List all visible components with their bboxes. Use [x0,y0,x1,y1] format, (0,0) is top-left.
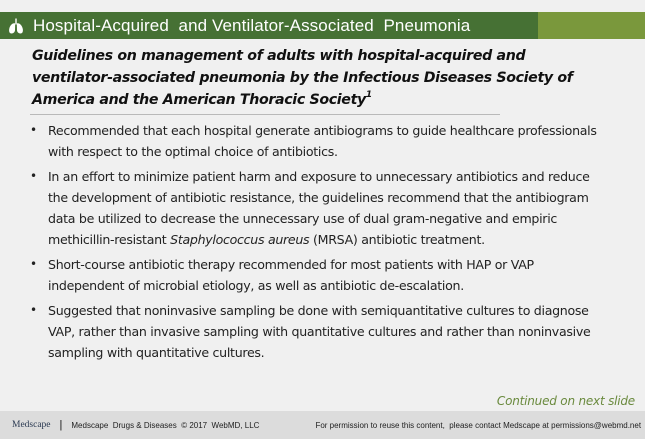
footer-divider: | [59,419,63,431]
slide-footer [0,411,645,439]
slide-subtitle [32,45,592,111]
bullet-text: Short-course antibiotic therapy recommended for most patients with HAP or VAP independent of microbial etiology, as well as antibiotic de-escalation. [48,257,534,293]
medscape-logo: Medscape [12,420,51,430]
slide-title: Hospital-Acquired and Ventilator-Associated Pneumonia [33,15,471,35]
bullet-icon: • [30,123,37,137]
bullet-item [0,300,645,363]
header-title-bar [0,12,538,39]
continued-note: Continued on next slide [496,394,635,408]
bullet-text: In an effort to minimize patient harm and exposure to unnecessary antibiotics and reduce the development of antibiotic resistance, the guidelines recommend that the antibiogram data be utilized to decrease the unnecessary use of dual gram-negative and empiric methicillin-resistant [48,169,590,247]
footer-permission-notice: For permission to reuse this content, please contact Medscape at permissions@webmd.net [315,420,642,430]
bullet-icon: • [30,303,37,317]
bullet-text-end: (MRSA) antibiotic treatment. [309,232,485,247]
bullet-item [0,120,645,162]
bullet-icon: • [30,257,37,271]
species-name: Staphylococcus aureus [170,232,310,247]
bullet-text: Suggested that noninvasive sampling be done with semiquantitative cultures to diagnose VAP, rather than invasive sampling with quantitative cultures and rather than noninvasive sampling with quantitative cultures. [48,303,591,360]
bullet-icon: • [30,169,37,183]
header-accent-block [538,12,645,39]
bullet-item [0,166,645,250]
separator-line [30,114,500,115]
bullet-text: Recommended that each hospital generate antibiograms to guide healthcare professionals with respect to the optimal choice of antibiotics. [48,123,597,159]
slide-header [0,12,645,39]
footer-copyright: Medscape Drugs & Diseases © 2017 WebMD, LLC [71,420,260,430]
bullet-item [0,254,645,296]
citation-superscript: 1 [365,90,372,100]
bullet-list [0,120,645,367]
lungs-icon [8,18,24,34]
subtitle-text: Guidelines on management of adults with hospital-acquired and ventilator-associated pneumonia by the Infectious Diseases Society of America and the American Thoracic Society [32,48,573,108]
